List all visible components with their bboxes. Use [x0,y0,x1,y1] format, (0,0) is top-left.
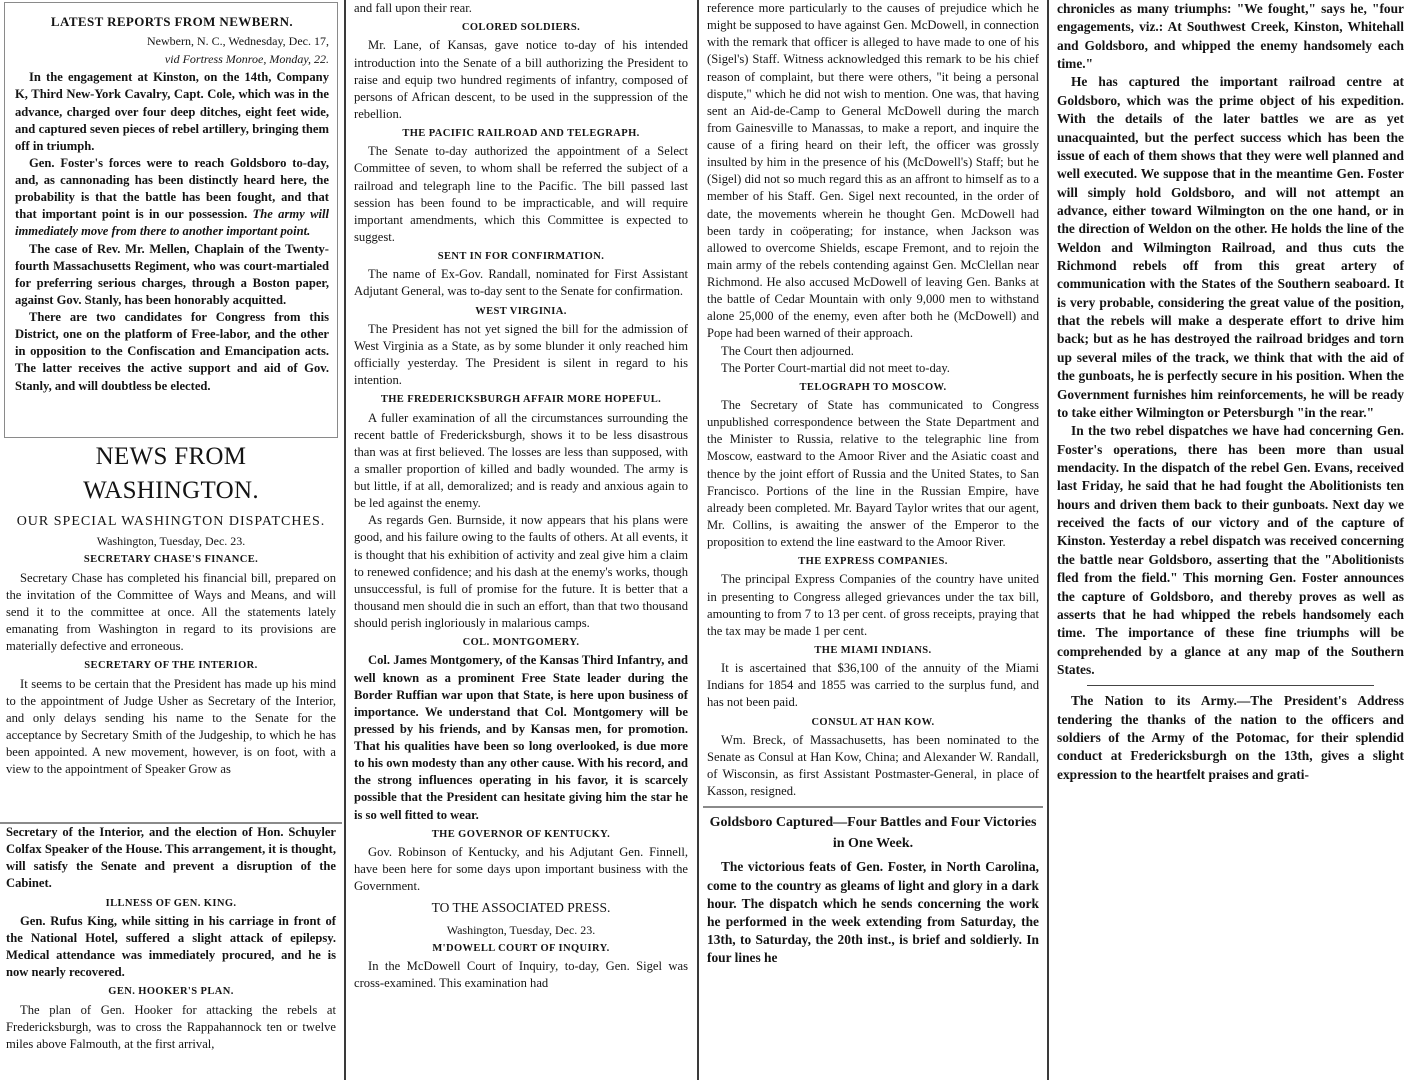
heading-chase-finance: SECRETARY CHASE'S FINANCE. [83,554,259,566]
paragraph: The Nation to its Army.—The President's Address tendering the thanks of the nation to the officers and soldiers of the Army of the Potomac, for their splendid conduct at Fredericksburgh on the 13th, gives a slight expression to the heartfelt praises and grati- [1057,693,1404,782]
paragraph: Col. James Montgomery, of the Kansas Third Infantry, and well known as a prominent Free State leader during the Border Ruffian war upon that State, is here upon business of importance. We understand that Col. Montgomery will be pressed by his friends, and by Kansas men, for promotion. That his qualities have been so long overlooked, is due more to his own modesty than any other cause. With his record, and the strong influences operating in his favor, it is scarcely possible that the President can hesitate giving him the star he is so well fitted to wear. [354,653,688,822]
paragraph: Secretary Chase has completed his financial bill, prepared on the invitation of the Committee of Ways and Means, and will send it to the committee at once. All the statements lately emanating from Washington in regard to its provisions are materially defective and erroneous. [6,570,336,654]
heading-express-companies: THE EXPRESS COMPANIES. [798,556,948,568]
headline-goldsboro-captured: Goldsboro Captured—Four Battles and Four Victories in One Week. [709,815,1037,852]
paragraph: As regards Gen. Burnside, it now appears that his plans were good, and his failure owing to the faults of others. At all events, it is thought that his exhibition of activity and zeal give him a claim to renewed confidence; and his dash at the enemy's works, though unsuccessful, is full of promise for the future. It is better that a thousand men should die in such an effort, than that two thousand should perish ingloriously in malarious camps. [354,513,688,631]
dateline-newbern: Newbern, N. C., Wednesday, Dec. 17, [147,33,329,48]
paragraph: The principal Express Companies of the country have united in presenting to Congress alleged grievances under the tax bill, amounting to from 7 to 13 per cent. of gross receipts, praying that the tax may be made 1 per cent. [707,572,1039,638]
column-2 [350,0,692,1080]
masthead-news-from-washington: NEWS FROM WASHINGTON. [83,443,259,504]
paragraph-italic: The army will immediately move from there to another important point. [15,207,329,239]
heading-col-montgomery: COL. MONTGOMERY. [462,637,580,649]
paragraph: The name of Ex-Gov. Randall, nominated for First Assistant Adjutant General, was to-day sent to the Senate for confirmation. [354,267,688,299]
clipping-washington [0,440,342,822]
heading-mcdowell-inquiry: M'DOWELL COURT OF INQUIRY. [432,943,610,955]
dateline-associated-press: Washington, Tuesday, Dec. 23. [446,922,596,937]
paragraph: The victorious feats of Gen. Foster, in North Carolina, come to the country as gleams of light and glory in a dark hour. The dispatch which he sends concerning the work he performed in the week extending from Saturday, the 13th, to Saturday, the 20th inst., is brief and soldierly. In four lines he [707,859,1039,966]
subhead-special-dispatches: OUR SPECIAL WASHINGTON DISPATCHES. [16,514,326,529]
column-3 [703,0,1043,1080]
paragraph: The case of Rev. Mr. Mellen, Chaplain of the Twenty-fourth Massachusetts Regiment, who was court-martialed for preferring serious charges, through a Boston paper, against Gov. Stanly, has been honorably acquitted. [15,241,329,307]
paragraph: The plan of Gen. Hooker for attacking the rebels at Fredericksburgh, was to cross the Rappahannock ten or twelve miles above Falmouth, at the first arrival, [6,1002,336,1051]
section-rule [1087,685,1374,686]
paragraph: chronicles as many triumphs: "We fought," says he, "four engagements, viz.: At Southwest Creek, Kinston, Whitehall and Goldsboro, and whipped the enemy handsomely each time." [1057,1,1404,72]
heading-sent-for-confirmation: SENT IN FOR CONFIRMATION. [437,251,605,263]
paragraph: Mr. Lane, of Kansas, gave notice to-day of his intended introduction into the Senate of a bill authorizing the President to raise and equip two hundred regiments of infantry, composed of persons of African descent, to be used in the suppression of the rebellion. [354,38,688,121]
paragraph: The Senate to-day authorized the appointment of a Select Committee of seven, to whom shall be referred the subject of a railroad and telegraph line to the Pacific. The bill passed last session has been found to be impracticable, and will require important amendments, which this Committee is expected to suggest. [354,144,688,244]
paragraph: It seems to be certain that the President has made up his mind to the appointment of Judge Usher as Secretary of the Interior, and only delays sending his name to the Senate for the acceptance by Secretary Smith of the Judgeship, to which he has been appointed. A new movement, however, is on foot, with a view to the appointment of Speaker Grow as [6,676,336,777]
column-4 [1053,0,1408,1080]
column-divider [1047,0,1049,1080]
paragraph: In the engagement at Kinston, on the 14th, Company K, Third New-York Cavalry, Capt. Cole, which was in the advance, charged over four deep ditches, eight feet wide, and captured seven pieces of rebel artillery, bringing them off in triumph. [15,70,329,153]
paragraph: Wm. Breck, of Massachusetts, has been nominated to the Senate as Consul at Han Kow, China; and Alexander W. Randall, of Wisconsin, as first Assistant Postmaster-General, in place of Kasson, resigned. [707,732,1039,799]
clipping-washington-continued [0,824,342,1080]
heading-telegraph-moscow: TELOGRAPH TO MOSCOW. [799,381,947,393]
dateline-washington: Washington, Tuesday, Dec. 23. [96,534,246,549]
paragraph: In the McDowell Court of Inquiry, to-day, Gen. Sigel was cross-examined. This examination had [354,959,688,991]
paragraph: There are two candidates for Congress from this District, one on the platform of Free-labor, and the other in opposition to the Confiscation and Emancipation acts. The latter receives the active support and aid of Gov. Stanly, and will doubtless be elected. [15,310,329,393]
paragraph: A fuller examination of all the circumstances surrounding the recent battle of Fredericksburgh, shows it to be less disastrous than was at first believed. The losses are less than supposed, with a smaller proportion of killed and badly wounded. The army is but little, if at all, demoralized; and is ready and anxious again to be led against the enemy. [354,410,688,511]
paragraph: reference more particularly to the causes of prejudice which he might be supposed to have against Gen. McDowell, in connection with the remark that officer is alleged to have made to one of his (Sigel's) Staff. Witness acknowledged this remark to be his chief reason of complaint, but there were others, "it being a personal dispute," which he did not wish to mention. One was, that having sent an Aid-de-Camp to General McDowell during the march from Gainesville to Manassas, to make a report, and inquire the cause of a firing heard on their left, the officer was grossly insulted by him in the presence of his (McDowell's) Staff; but he (Sigel) did not so much regard this as an affront to himself as to a member of his Staff. Gen. Sigel next recounted, in the order of date, the movements wherein he thought Gen. McDowell had been tardy in coöperating; for instance, when Jackson was allowed to overcome Shields, escape Fremont, and to rejoin the main army of the rebels contending against Gen. McClellan near Richmond. He also accused McDowell of leaving Gen. Banks at the battle of Cedar Mountain with only 9,000 men to withstand alone 25,000 of the enemy, even after both he (McDowell) and Pope had been warned of their approach. [707,1,1039,341]
paragraph: Gen. Rufus King, while sitting in his carriage in front of the National Hotel, suffered a slight attack of epilepsy. Medical attendance was immediately procured, and he is now nearly recovered. [6,913,336,980]
paragraph: It is ascertained that $36,100 of the annuity of the Miami Indians for 1854 and 1855 was carried to the surplus fund, and has not been paid. [707,661,1039,710]
paragraph: The Secretary of State has communicated to Congress unpublished correspondence between the State Department and the Minister to Russia, relative to the telegraphic line from Moscow, eastward to the Amoor River and the Asiatic coast and thence by the joint effort of Russia and the United States, to San Francisco. Portions of the line in the Russian Empire, have already been completed. Mr. Bayard Taylor writes that our agent, Mr. Collins, is awaiting the answer of the Emperor to the proposition to extend the line eastward to the Amoor River. [707,398,1039,550]
heading-governor-kentucky: THE GOVERNOR OF KENTUCKY. [431,828,611,840]
clipping-seam [703,806,1043,808]
heading-secretary-interior: SECRETARY OF THE INTERIOR. [84,660,258,672]
column-divider [344,0,346,1080]
heading-fredericksburgh-affair: THE FREDERICKSBURGH AFFAIR MORE HOPEFUL. [380,394,662,406]
heading-miami-indians: THE MIAMI INDIANS. [814,644,932,656]
paragraph: Secretary of the Interior, and the election of Hon. Schuyler Colfax Speaker of the House. This arrangement, it is thought, will satisfy the Senate and prevent a disruption of the Cabinet. [6,825,336,891]
heading-west-virginia: WEST VIRGINIA. [475,305,567,317]
paragraph: The President has not yet signed the bill for the admission of West Virginia as a State, as by some blunder it only reached him officially yesterday. The President is silent in regard to his intention. [354,321,688,388]
paragraph: The Court then adjourned. [721,343,854,358]
heading-newbern: LATEST REPORTS FROM NEWBERN. [50,14,294,29]
column-1 [0,0,342,1080]
paragraph-text: Gen. Foster's forces were to reach Goldsboro to-day, and, as cannonading has been distinctly heard here, the probability is that the battle has been fought, and that that important point is in our possession. [15,155,329,222]
clipping-newbern [4,2,338,438]
paragraph: Gov. Robinson of Kentucky, and his Adjutant Gen. Finnell, have been here for some days upon important business with the Government. [354,844,688,894]
heading-consul-han-kow: CONSUL AT HAN KOW. [811,716,935,728]
paragraph: He has captured the important railroad centre at Goldsboro, which was the prime object of his expedition. With the details of the later battles we are as yet unacquainted, but the perfect success which has been the issue of each of them shows that they were well planned and well executed. We suppose that in the meantime Gen. Foster will simply hold Goldsboro, and will not attempt an advance, either toward Wilmington on the one hand, or in the direction of Weldon on the other. He holds the line of the Weldon and Wilmington Railroad, and thus cuts the Richmond rebels off from this great artery of communication with the States of the Southern seaboard. It is very probable, considering the great value of the position, that the rebels will make a desperate effort to drive him back; but as he has destroyed the railroad bridges and torn up several miles of the track, we think that with the aid of the gunboats, he is perfectly secure in his position. When the Government furnishes him reinforcements, he will be ready to take either Wilmington or Petersburgh "in the rear." [1057,74,1404,420]
paragraph: In the two rebel dispatches we have had concerning Gen. Foster's operations, there has been more than usual mendacity. In the dispatch of the rebel Gen. Evans, received last Friday, he said that he had fought the Abolitionists ten hours and driven them back to their gunboats. Next day we received the facts of our victory and of the capture of Kinston. Yesterday a rebel dispatch was received concerning the battle near Goldsboro, asserting that the "Abolitionists fled from the field." This morning Gen. Foster announces the capture of Goldsboro, and thereby proves as well as asserts that he had whipped the rebels handsomely each time. The importance of these fine triumphs will be comprehended by a glance at any map of the Southern States. [1057,423,1404,677]
heading-associated-press: TO THE ASSOCIATED PRESS. [431,900,611,916]
paragraph: and fall upon their rear. [354,1,472,15]
dateline-newbern-via: vid Fortress Monroe, Monday, 22. [164,51,329,66]
heading-hookers-plan: GEN. HOOKER'S PLAN. [108,986,234,998]
paragraph: The Porter Court-martial did not meet to-day. [721,360,950,375]
paragraph [15,155,329,241]
heading-illness-gen-king: ILLNESS OF GEN. KING. [105,897,237,909]
heading-colored-soldiers: COLORED SOLDIERS. [461,22,581,34]
column-divider [697,0,699,1080]
heading-pacific-railroad: THE PACIFIC RAILROAD AND TELEGRAPH. [402,128,640,140]
